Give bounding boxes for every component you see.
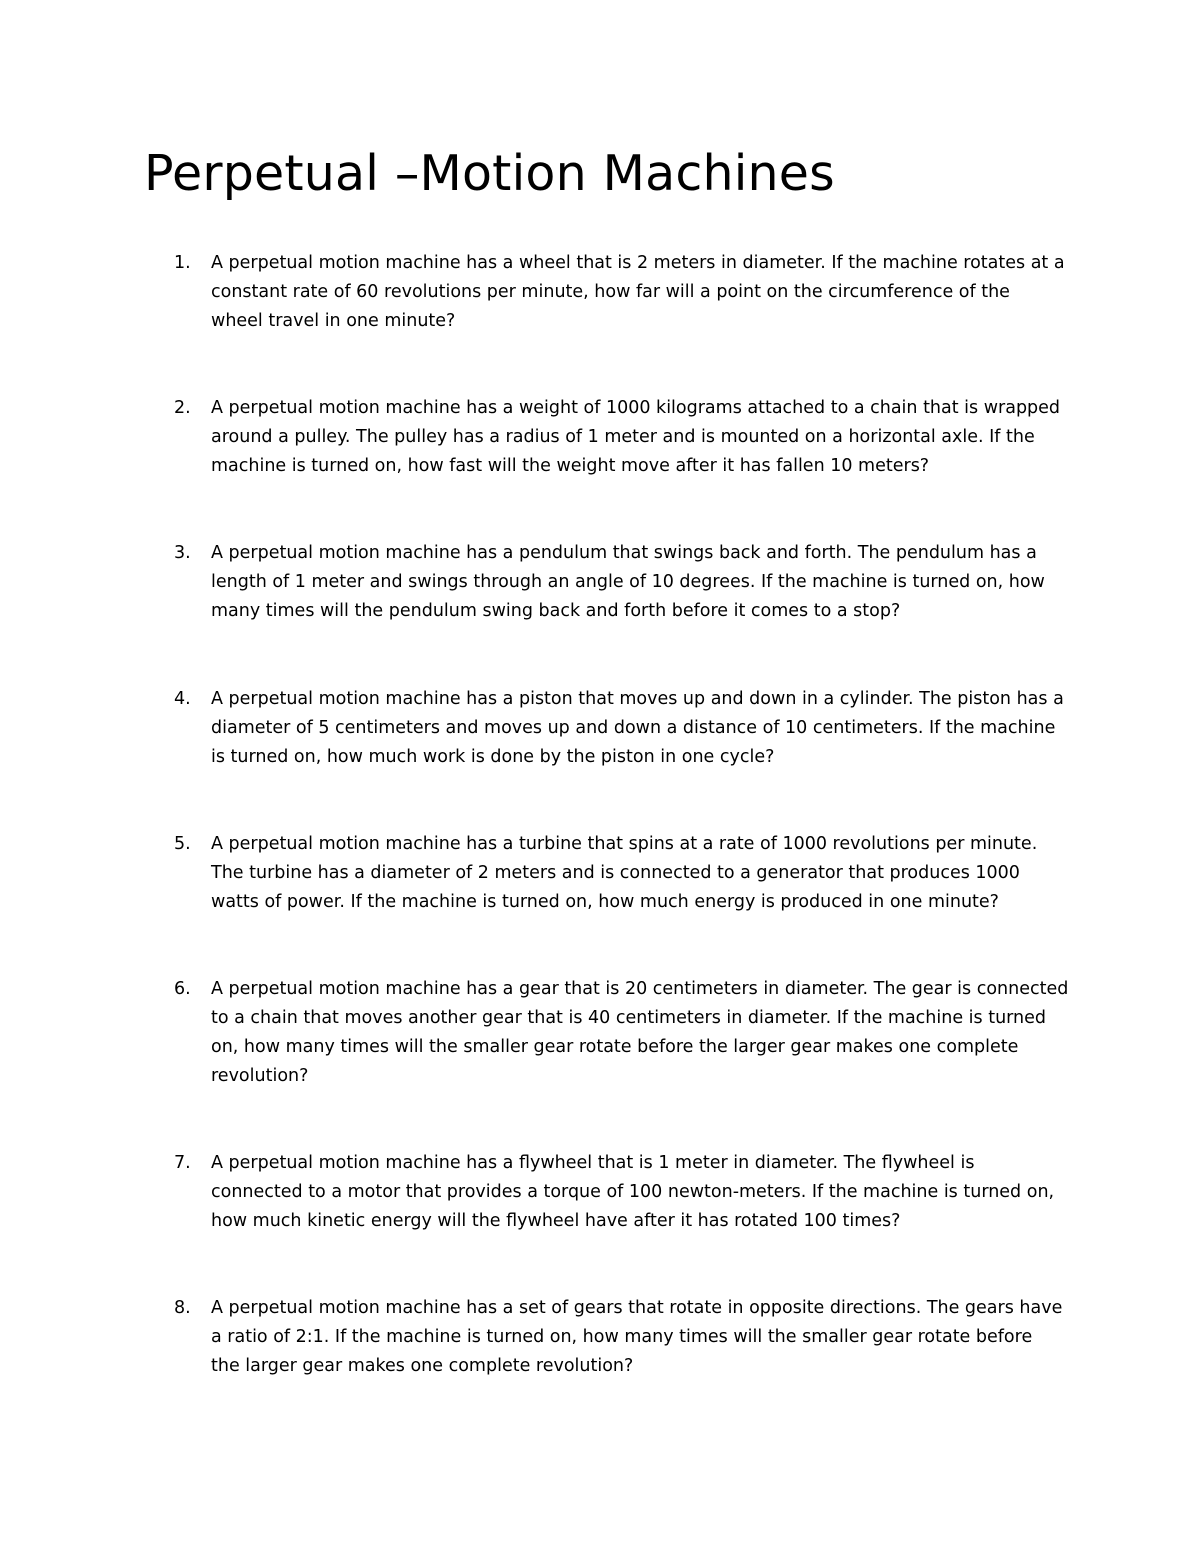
question-line: watts of power. If the machine is turned on, how much energy is produced in one minute?: [211, 892, 999, 912]
question-text: [211, 1294, 1081, 1381]
question-number: 3.: [174, 543, 191, 563]
question-line: A perpetual motion machine has a weight of 1000 kilograms attached to a chain that is wrapped: [211, 398, 1061, 418]
question-line: The turbine has a diameter of 2 meters and is connected to a generator that produces 1000: [211, 863, 1020, 883]
question-line: machine is turned on, how fast will the weight move after it has fallen 10 meters?: [211, 456, 930, 476]
question-text: [211, 1149, 1081, 1236]
question-line: around a pulley. The pulley has a radius of 1 meter and is mounted on a horizontal axle. If the: [211, 427, 1035, 447]
question-text: [211, 394, 1081, 481]
question-line: A perpetual motion machine has a wheel that is 2 meters in diameter. If the machine rotates at a: [211, 253, 1065, 273]
question-number: 1.: [174, 253, 191, 273]
question-number: 7.: [174, 1153, 191, 1173]
question-line: wheel travel in one minute?: [211, 311, 456, 331]
question-line: the larger gear makes one complete revolution?: [211, 1356, 634, 1376]
question-line: constant rate of 60 revolutions per minute, how far will a point on the circumference of the: [211, 282, 1010, 302]
question-line: A perpetual motion machine has a gear that is 20 centimeters in diameter. The gear is connected: [211, 979, 1069, 999]
question-line: A perpetual motion machine has a flywheel that is 1 meter in diameter. The flywheel is: [211, 1153, 975, 1173]
question-line: A perpetual motion machine has a turbine that spins at a rate of 1000 revolutions per minute.: [211, 834, 1038, 854]
question-line: how much kinetic energy will the flywheel have after it has rotated 100 times?: [211, 1211, 901, 1231]
question-line: on, how many times will the smaller gear rotate before the larger gear makes one complete: [211, 1037, 1019, 1057]
question-line: A perpetual motion machine has a pendulum that swings back and forth. The pendulum has a: [211, 543, 1037, 563]
question-text: [211, 685, 1081, 772]
question-line: is turned on, how much work is done by the piston in one cycle?: [211, 747, 775, 767]
question-line: diameter of 5 centimeters and moves up and down a distance of 10 centimeters. If the machine: [211, 718, 1056, 738]
question-line: connected to a motor that provides a torque of 100 newton-meters. If the machine is turned on,: [211, 1182, 1055, 1202]
question-line: to a chain that moves another gear that is 40 centimeters in diameter. If the machine is turned: [211, 1008, 1047, 1028]
question-number: 4.: [174, 689, 191, 709]
question-line: many times will the pendulum swing back and forth before it comes to a stop?: [211, 601, 901, 621]
question-text: [211, 975, 1081, 1091]
question-number: 5.: [174, 834, 191, 854]
question-number: 8.: [174, 1298, 191, 1318]
question-line: length of 1 meter and swings through an angle of 10 degrees. If the machine is turned on, how: [211, 572, 1045, 592]
question-line: A perpetual motion machine has a piston that moves up and down in a cylinder. The piston has a: [211, 689, 1064, 709]
document-title: Perpetual –Motion Machines: [144, 145, 835, 202]
question-line: a ratio of 2:1. If the machine is turned on, how many times will the smaller gear rotate before: [211, 1327, 1033, 1347]
question-text: [211, 249, 1081, 336]
question-line: A perpetual motion machine has a set of gears that rotate in opposite directions. The gears have: [211, 1298, 1063, 1318]
question-number: 2.: [174, 398, 191, 418]
question-line: revolution?: [211, 1066, 309, 1086]
question-text: [211, 830, 1081, 917]
question-text: [211, 539, 1081, 626]
question-number: 6.: [174, 979, 191, 999]
